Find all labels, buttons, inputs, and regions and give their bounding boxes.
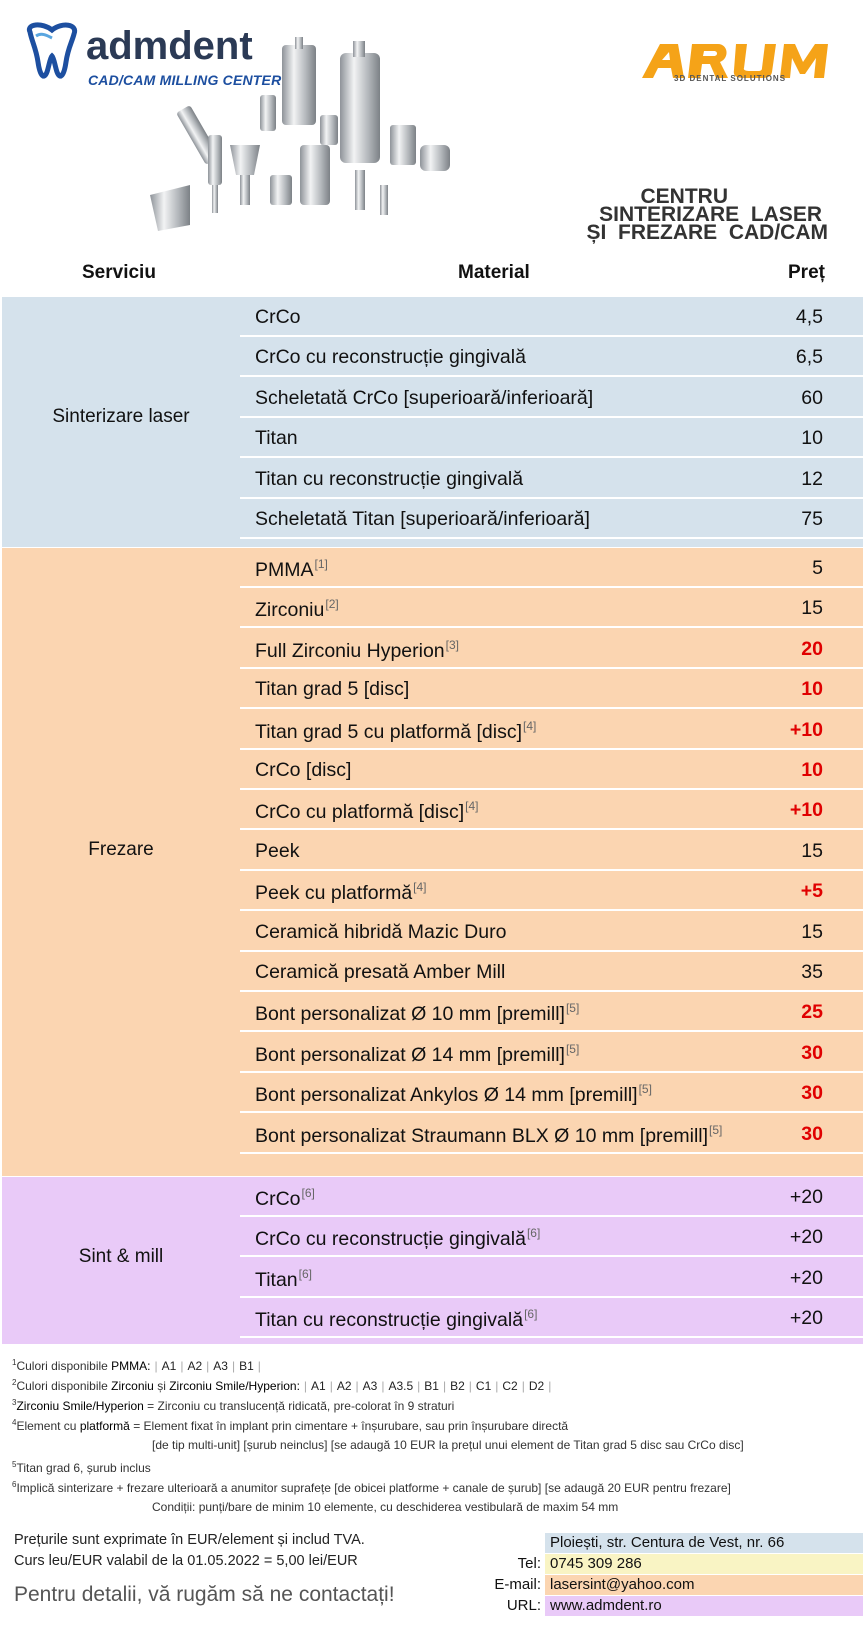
footnote-text: și: [153, 1379, 170, 1393]
material-cell: [255, 557, 328, 582]
material-cell: [255, 346, 526, 369]
footnote-ref: [6]: [526, 1226, 541, 1241]
material-name: CrCo: [255, 1188, 301, 1210]
footnote-1: $^1$Culori disponibile PMMA: | A1 | A2 | A3 | B1 |: [12, 1358, 265, 1373]
price-cell: 30: [801, 1122, 823, 1145]
footnote-ref: [6]: [298, 1266, 312, 1281]
logo-subtitle: CAD/CAM MILLING CENTER: [88, 72, 282, 88]
service-group: [2, 548, 863, 1176]
color-option: C2: [502, 1379, 518, 1393]
price-cell: +20: [789, 1307, 823, 1330]
footnote-text: Implică sinterizare + frezare ulterioară a anumitor suprafețe [de obicei platforme + canale de șurub] [se adaugă 20 EUR pentru frezare]: [16, 1481, 731, 1495]
col-header-material: Material: [458, 262, 530, 283]
material-cell: [255, 921, 506, 944]
col-header-price: Preț: [788, 262, 825, 283]
table-row: [240, 629, 863, 669]
table-row: [240, 1298, 863, 1338]
material-name: Titan: [255, 1268, 298, 1291]
footnote-term: platformă: [79, 1419, 130, 1433]
logo-name: admdent: [86, 24, 253, 68]
table-row: [240, 1258, 863, 1298]
table-row: [240, 1114, 863, 1154]
table-row: [240, 1033, 863, 1073]
page-header: [0, 0, 865, 255]
price-cell: +10: [789, 718, 823, 741]
footnote-ref: [5]: [565, 1041, 580, 1056]
title-line-1: CENTRU: [640, 185, 728, 208]
color-option: A3.5: [388, 1379, 414, 1393]
footnote-ref: [1]: [314, 557, 328, 571]
material-cell: [255, 1123, 722, 1148]
price-cell: 5: [812, 557, 823, 579]
contact-url-row: [490, 1596, 863, 1616]
title-line-2: SINTERIZARE LASER: [599, 203, 822, 226]
footnote-term: PMMA:: [111, 1359, 151, 1373]
material-cell: [255, 508, 590, 531]
material-cell: [255, 799, 479, 824]
footnote-ref: [6]: [301, 1186, 315, 1200]
table-row: [240, 669, 863, 709]
footnote-term: Zirconiu: [111, 1379, 154, 1393]
footnote-number: 6: [12, 1480, 17, 1489]
price-cell: 60: [801, 386, 823, 409]
footnote-number: 1: [12, 1358, 17, 1367]
footnote-text: = Zirconiu cu translucență ridicată, pre-colorat în 9 straturi: [143, 1399, 455, 1413]
title-line-3: ȘI FREZARE CAD/CAM: [586, 221, 828, 244]
footnote-text: Culori disponibile: [16, 1359, 112, 1373]
footnote-number: 5: [12, 1460, 17, 1469]
table-row: [240, 588, 863, 628]
footnote-6: [12, 1480, 731, 1495]
material-name: Zirconiu: [255, 599, 325, 622]
table-row: [240, 952, 863, 992]
contact-email-link[interactable]: lasersint@yahoo.com: [545, 1575, 863, 1595]
contact-phone[interactable]: 0745 309 286: [545, 1554, 863, 1574]
price-cell: +5: [800, 880, 823, 903]
material-cell: [255, 1307, 537, 1332]
material-name: PMMA: [255, 559, 314, 581]
material-name: Bont personalizat Ø 10 mm [premill]: [255, 1003, 565, 1026]
footnote-term: Zirconiu Smile/Hyperion: [16, 1399, 144, 1413]
footnote-text: Culori disponibile: [16, 1379, 112, 1393]
material-name: CrCo: [255, 306, 301, 328]
footnote-number: 2: [12, 1378, 17, 1387]
material-name: Ceramică hibridă Mazic Duro: [255, 920, 507, 943]
table-row: [240, 790, 863, 830]
material-cell: [255, 1186, 315, 1211]
material-cell: [255, 840, 299, 863]
price-cell: +20: [789, 1186, 823, 1208]
price-cell: 10: [801, 759, 823, 781]
color-options: A1 | A2 | A3 | A3.5 | B1 | B2 | C1 | C2 | D2 |: [311, 1379, 552, 1393]
table-row: [240, 548, 863, 588]
material-name: Bont personalizat Straumann BLX Ø 10 mm [premill]: [255, 1124, 709, 1147]
footnote-4-line-2: [12, 1438, 744, 1452]
price-cell: 20: [801, 637, 823, 660]
contact-phone-row: [490, 1554, 863, 1574]
material-name: Peek: [255, 839, 300, 862]
service-name: Sinterizare laser: [52, 406, 190, 428]
material-name: Scheletată CrCo [superioară/inferioară]: [255, 386, 594, 409]
url-label: URL:: [506, 1597, 541, 1614]
col-header-service: Serviciu: [82, 262, 156, 283]
color-option: D2: [528, 1379, 545, 1393]
footnote-ref: [5]: [565, 1001, 580, 1016]
price-cell: 15: [801, 839, 823, 862]
color-option: A2: [336, 1379, 352, 1393]
price-cell: 25: [801, 1001, 823, 1024]
material-name: Bont personalizat Ankylos Ø 14 mm [premill]: [255, 1084, 638, 1107]
price-cell: 4,5: [795, 306, 823, 328]
price-cell: 6,5: [795, 346, 823, 369]
footnote-term: Zirconiu Smile/Hyperion:: [169, 1379, 300, 1393]
color-option: C1: [475, 1379, 492, 1393]
table-row: [240, 297, 863, 337]
table-row: [240, 871, 863, 911]
material-name: Titan grad 5 cu platformă [disc]: [255, 720, 522, 743]
color-options: A1 | A2 | A3 | B1 |: [161, 1359, 261, 1373]
material-cell: [255, 1082, 652, 1107]
table-row: [240, 499, 863, 539]
footnote-6-line-2: [12, 1500, 618, 1514]
service-name: Frezare: [88, 839, 154, 860]
email-label: E-mail:: [494, 1576, 541, 1593]
footnote-3: [12, 1398, 454, 1413]
tooth-logo-icon: [22, 22, 82, 84]
color-option: A1: [161, 1359, 177, 1373]
price-cell: 10: [801, 427, 823, 450]
material-name: Ceramică presată Amber Mill: [255, 961, 506, 983]
material-name: CrCo cu reconstrucție gingivală: [255, 346, 526, 369]
material-cell: [255, 1042, 579, 1067]
color-option: B1: [424, 1379, 439, 1393]
price-cell: 35: [801, 961, 823, 983]
price-cell: 12: [801, 467, 823, 490]
material-cell: [255, 306, 301, 329]
material-cell: [255, 427, 298, 450]
contact-address-row: [490, 1533, 863, 1553]
table-row: [240, 710, 863, 750]
table-row: [240, 912, 863, 952]
material-cell: [255, 1001, 579, 1026]
price-cell: 10: [801, 678, 823, 701]
table-row: [240, 831, 863, 871]
footnote-text: Condiții: punți/bare de minim 10 elemente, cu deschiderea vestibulară de maxim 54 mm: [152, 1500, 619, 1514]
price-cell: 15: [801, 597, 823, 620]
price-disclaimer: [14, 1530, 365, 1572]
page-title: [586, 185, 829, 244]
footnote-ref: [6]: [524, 1307, 538, 1322]
footnote-2: $^2$Culori disponibile Zirconiu și Zirconiu Smile/Hyperion: | A1 | A2 | A3 | A3.5 | B1 | B2 | C1 | C2 | D2 |: [12, 1378, 555, 1393]
contact-address: Ploiești, str. Centura de Vest, nr. 66: [545, 1533, 863, 1553]
material-name: Scheletată Titan [superioară/inferioară]: [255, 508, 590, 530]
material-cell: [255, 880, 427, 905]
footnote-ref: [4]: [413, 880, 427, 895]
color-option: A1: [311, 1379, 326, 1393]
table-row: [240, 1177, 863, 1217]
service-name: Sint & mill: [78, 1245, 164, 1267]
table-row: [240, 1073, 863, 1113]
price-cell: 75: [801, 508, 823, 530]
contact-cta: Pentru detalii, vă rugăm să ne contactați!: [14, 1583, 395, 1606]
footnote-number: 4: [12, 1418, 17, 1427]
footnote-ref: [4]: [465, 799, 479, 814]
material-cell: [255, 387, 593, 410]
footnote-ref: [5]: [709, 1122, 723, 1137]
material-name: Titan grad 5 [disc]: [255, 678, 410, 701]
material-name: Full Zirconiu Hyperion: [255, 639, 445, 662]
material-cell: [255, 719, 536, 744]
table-row: [240, 992, 863, 1032]
contact-email-row: [490, 1575, 863, 1595]
contact-block: [490, 1533, 863, 1617]
material-cell: [255, 678, 409, 701]
color-option: B2: [450, 1379, 465, 1393]
table-row: [240, 1217, 863, 1257]
table-row: [240, 459, 863, 499]
material-cell: [255, 638, 459, 663]
price-cell: +20: [789, 1226, 823, 1249]
material-cell: [255, 597, 339, 622]
price-cell: 15: [801, 920, 823, 943]
table-row: [240, 337, 863, 377]
disclaimer-line-2: Curs leu/EUR valabil de la 01.05.2022 = 5,00 lei/EUR: [14, 1553, 358, 1569]
price-cell: +10: [789, 799, 823, 822]
table-row: [240, 418, 863, 458]
material-name: Titan cu reconstrucție gingivală: [255, 1309, 524, 1332]
material-name: CrCo cu platformă [disc]: [255, 801, 465, 824]
footnote-5: [12, 1460, 151, 1475]
footnote-text: Element cu: [16, 1419, 80, 1433]
material-cell: [255, 1226, 540, 1251]
arum-subtitle: 3D DENTAL SOLUTIONS: [674, 74, 787, 83]
footnote-ref: [4]: [522, 718, 537, 733]
service-group: [2, 1177, 863, 1344]
color-option: B1: [239, 1359, 254, 1373]
disclaimer-line-1: Prețurile sunt exprimate în EUR/element și includ TVA.: [14, 1532, 365, 1548]
price-cell: 30: [801, 1041, 823, 1064]
footnote-4: [12, 1418, 568, 1433]
material-name: CrCo cu reconstrucție gingivală: [255, 1228, 526, 1251]
material-name: Peek cu platformă: [255, 882, 413, 905]
table-row: [240, 750, 863, 790]
color-option: A3: [213, 1359, 228, 1373]
footnote-text: Titan grad 6, șurub inclus: [16, 1461, 151, 1475]
color-option: A2: [187, 1359, 203, 1373]
material-cell: [255, 759, 351, 782]
material-name: Titan: [255, 427, 298, 450]
material-cell: [255, 961, 505, 984]
material-name: Titan cu reconstrucție gingivală: [255, 467, 524, 490]
footnote-ref: [2]: [325, 597, 339, 612]
color-option: A3: [362, 1379, 378, 1393]
footnote-number: 3: [12, 1398, 17, 1407]
material-cell: [255, 468, 523, 491]
service-group: [2, 297, 863, 547]
phone-label: Tel:: [517, 1555, 541, 1572]
material-name: CrCo [disc]: [255, 759, 352, 781]
table-row: [240, 378, 863, 418]
material-cell: [255, 1267, 312, 1292]
footnote-ref: [5]: [638, 1082, 652, 1097]
footnote-ref: [3]: [445, 637, 459, 652]
price-cell: 30: [801, 1082, 823, 1105]
material-name: Bont personalizat Ø 14 mm [premill]: [255, 1043, 565, 1066]
footnote-text: = Element fixat în implant prin cimentare + înșurubare, sau prin înșurubare directă: [129, 1419, 569, 1433]
table-header: [0, 262, 865, 288]
website-link[interactable]: www.admdent.ro: [545, 1596, 863, 1616]
footnote-text: [de tip multi-unit] [șurub neinclus] [se adaugă 10 EUR la prețul unui element de Titan grad 5 disc sau CrCo disc]: [152, 1438, 744, 1452]
price-cell: +20: [789, 1266, 823, 1289]
dental-parts-image: [150, 35, 470, 245]
